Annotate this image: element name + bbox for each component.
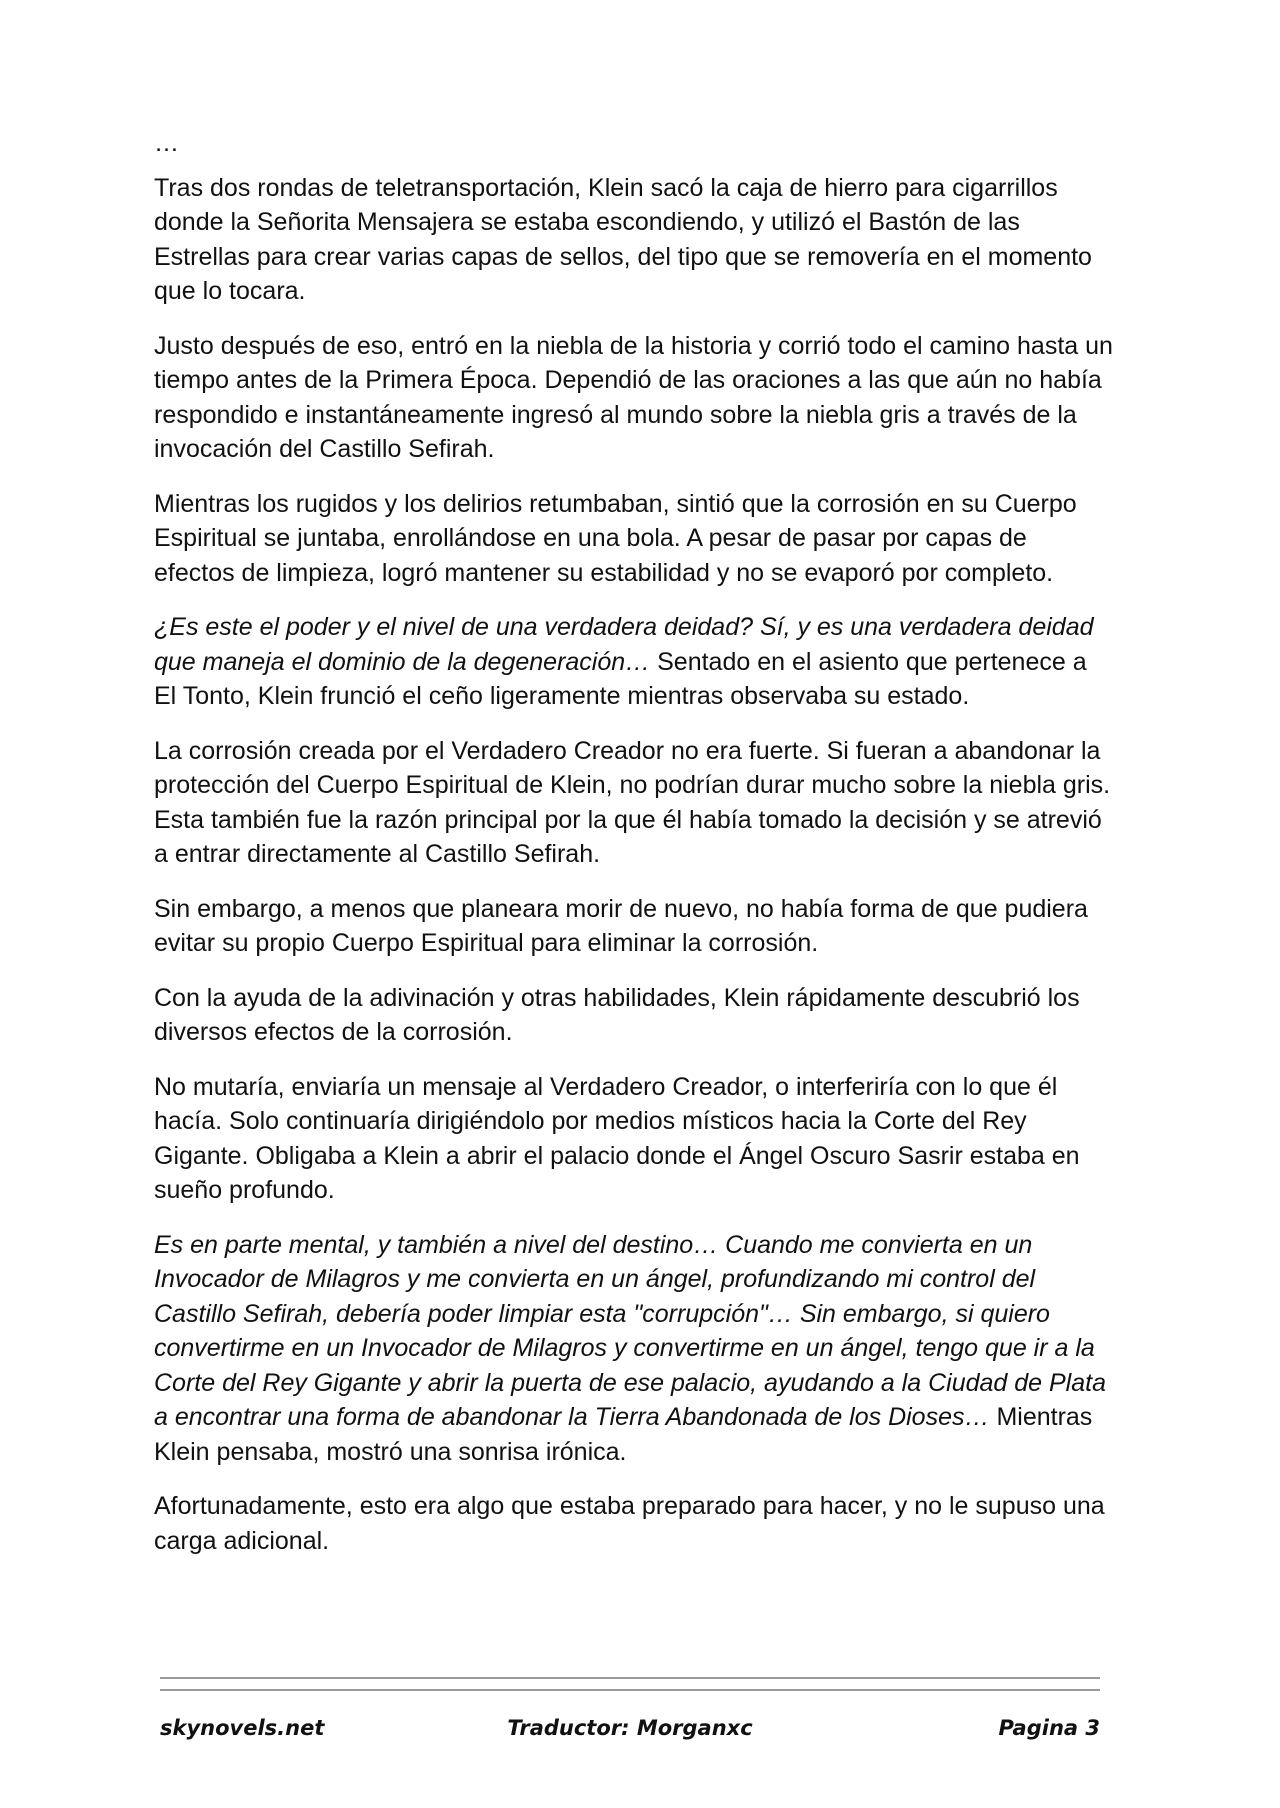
footer-rule-bottom [160, 1689, 1100, 1691]
text-segment: Mientras los rugidos y los delirios retumbaban, sintió que la corrosión en su Cuerpo Espiritual se juntaba, enrollándose en una bola. A pesar de pasar por capas de efectos de limpieza, logró mantener su estabilidad y no se evaporó por completo. [154, 489, 1077, 587]
paragraph [154, 1489, 1114, 1558]
paragraph [154, 734, 1114, 872]
footer-divider [160, 1677, 1100, 1691]
ellipsis-paragraph [154, 126, 1114, 161]
text-segment: Mientras Klein pensaba, mostró una sonrisa irónica. [154, 1403, 1093, 1466]
paragraph [154, 329, 1114, 467]
paragraph [154, 610, 1114, 714]
footer-site: skynovels.net [160, 1716, 325, 1740]
text-segment: Afortunadamente, esto era algo que estaba preparado para hacer, y no le supuso una carga adicional. [154, 1492, 1105, 1555]
paragraph [154, 171, 1114, 309]
page-footer [160, 1716, 1100, 1746]
paragraph [154, 892, 1114, 961]
italic-text-segment: ¿Es este el poder y el nivel de una verdadera deidad? Sí, y es una verdadera deidad que maneja el dominio de la degeneración… [154, 613, 1094, 676]
text-segment: Sentado en el asiento que pertenece a El Tonto, Klein frunció el ceño ligeramente mientras observaba su estado. [154, 647, 1087, 710]
footer-rule-top [160, 1677, 1100, 1679]
text-segment: Sin embargo, a menos que planeara morir de nuevo, no había forma de que pudiera evitar su propio Cuerpo Espiritual para eliminar la corrosión. [154, 894, 1088, 957]
text-segment: Tras dos rondas de teletransportación, Klein sacó la caja de hierro para cigarrillos donde la Señorita Mensajera se estaba escondiendo, y utilizó el Bastón de las Estrellas para crear varias capas de sellos, del tipo que se removería en el momento que lo tocara. [154, 173, 1092, 305]
text-segment: Con la ayuda de la adivinación y otras habilidades, Klein rápidamente descubrió los diversos efectos de la corrosión. [154, 983, 1080, 1046]
paragraph [154, 1228, 1114, 1470]
text-segment: La corrosión creada por el Verdadero Creador no era fuerte. Si fueran a abandonar la protección del Cuerpo Espiritual de Klein, no podrían durar mucho sobre la niebla gris. Esta también fue la razón principal por la que él había tomado la decisión y se atrevió a entrar directamente al Castillo Sefirah. [154, 736, 1111, 868]
paragraph [154, 487, 1114, 591]
paragraph [154, 981, 1114, 1050]
footer-translator: Traductor: Morganxc [507, 1716, 753, 1740]
text-segment: … [154, 129, 179, 157]
document-body [154, 126, 1114, 1578]
footer-page-number: Pagina 3 [998, 1716, 1100, 1740]
text-segment: No mutaría, enviaría un mensaje al Verdadero Creador, o interferiría con lo que él hacía. Solo continuaría dirigiéndolo por medios místicos hacia la Corte del Rey Gigante. Obligaba a Klein a abrir el palacio donde el Ángel Oscuro Sasrir estaba en sueño profundo. [154, 1072, 1080, 1204]
text-segment: Justo después de eso, entró en la niebla de la historia y corrió todo el camino hasta un tiempo antes de la Primera Época. Dependió de las oraciones a las que aún no había respondido e instantáneamente ingresó al mundo sobre la niebla gris a través de la invocación del Castillo Sefirah. [154, 331, 1113, 463]
italic-text-segment: Es en parte mental, y también a nivel del destino… Cuando me convierta en un Invocador de Milagros y me convierta en un ángel, profundizando mi control del Castillo Sefirah, debería poder limpiar esta "corrupción"… Sin embargo, si quiero convertirme en un Invocador de Milagros y convertirme en un ángel, tengo que ir a la Corte del Rey Gigante y abrir la puerta de ese palacio, ayudando a la Ciudad de Plata a encontrar una forma de abandonar la Tierra Abandonada de los Dioses… [154, 1230, 1106, 1431]
paragraph [154, 1070, 1114, 1208]
